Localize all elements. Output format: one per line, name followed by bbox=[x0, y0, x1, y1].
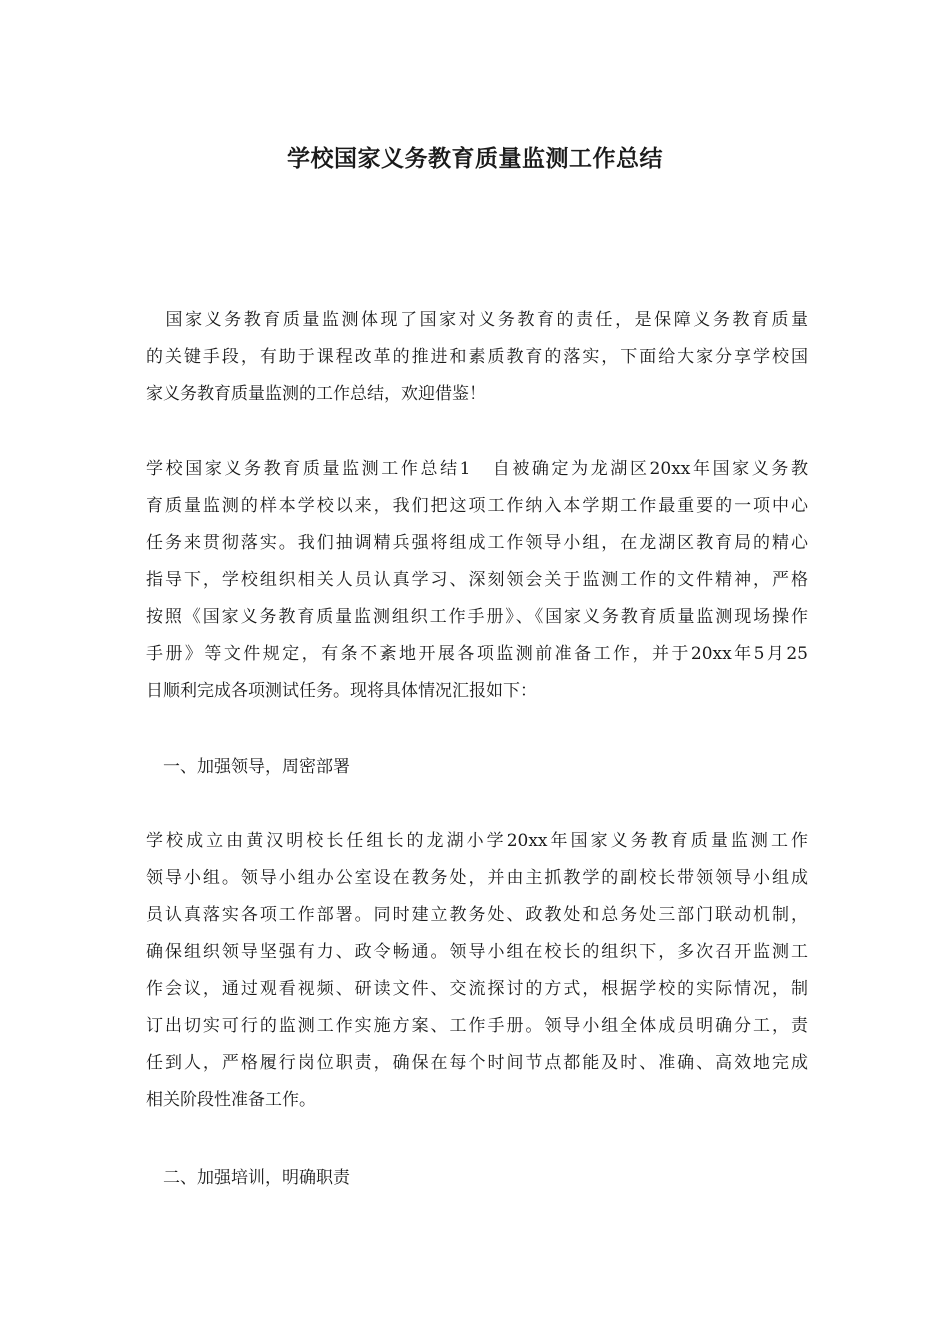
text-line: 确保组织领导坚强有力、政令畅通。领导小组在校长的组织下，多次召开监测工 bbox=[146, 942, 808, 962]
intro-paragraph bbox=[146, 302, 808, 413]
section-heading-1: 一、加强领导，周密部署 bbox=[163, 757, 350, 777]
text-line: 日顺利完成各项测试任务。现将具体情况汇报如下： bbox=[146, 681, 537, 701]
text-line: 家义务教育质量监测的工作总结，欢迎借鉴！ bbox=[146, 384, 486, 404]
text-line: 任到人，严格履行岗位职责，确保在每个时间节点都能及时、准确、高效地完成 bbox=[146, 1053, 808, 1073]
text-line: 手册》等文件规定，有条不紊地开展各项监测前准备工作，并于20xx年5月25 bbox=[146, 644, 808, 664]
text-line: 按照《国家义务教育质量监测组织工作手册》、《国家义务教育质量监测现场操作 bbox=[146, 607, 808, 627]
text-line: 领导小组。领导小组办公室设在教务处，并由主抓教学的副校长带领领导小组成 bbox=[146, 868, 808, 888]
text-line: 指导下，学校组织相关人员认真学习、深刻领会关于监测工作的文件精神，严格 bbox=[146, 570, 808, 590]
text-line: 任务来贯彻落实。我们抽调精兵强将组成工作领导小组，在龙湖区教育局的精心 bbox=[146, 533, 808, 553]
text-line: 学校国家义务教育质量监测工作总结1 自被确定为龙湖区20xx年国家义务教 bbox=[146, 459, 808, 479]
text-line: 育质量监测的样本学校以来，我们把这项工作纳入本学期工作最重要的一项中心 bbox=[146, 496, 808, 516]
text-line: 相关阶段性准备工作。 bbox=[146, 1090, 316, 1110]
section-heading-2: 二、加强培训，明确职责 bbox=[163, 1168, 350, 1188]
text-line: 员认真落实各项工作部署。同时建立教务处、政教处和总务处三部门联动机制， bbox=[146, 905, 808, 925]
summary-paragraph-2 bbox=[146, 823, 808, 1119]
text-line: 国家义务教育质量监测体现了国家对义务教育的责任，是保障义务教育质量 bbox=[146, 310, 808, 330]
document-title: 学校国家义务教育质量监测工作总结 bbox=[287, 145, 663, 172]
text-line: 作会议，通过观看视频、研读文件、交流探讨的方式，根据学校的实际情况，制 bbox=[146, 979, 808, 999]
summary-paragraph-1 bbox=[146, 451, 808, 710]
text-line: 学校成立由黄汉明校长任组长的龙湖小学20xx年国家义务教育质量监测工作 bbox=[146, 831, 808, 851]
text-line: 订出切实可行的监测工作实施方案、工作手册。领导小组全体成员明确分工，责 bbox=[146, 1016, 808, 1036]
text-line: 的关键手段，有助于课程改革的推进和素质教育的落实，下面给大家分享学校国 bbox=[146, 347, 808, 367]
